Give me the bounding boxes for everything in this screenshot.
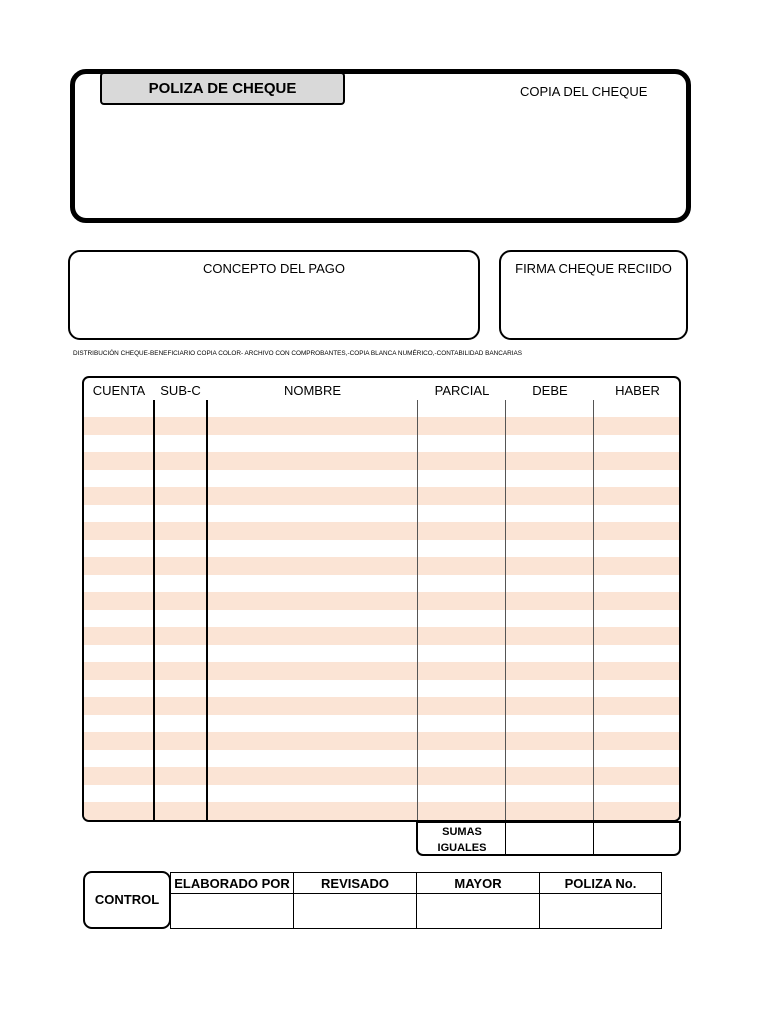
control-header-poliza: POLIZA No. [540,873,662,894]
control-header-mayor: MAYOR [417,873,540,894]
ledger-row-shade [84,522,679,540]
control-header-elaborado: ELABORADO POR [171,873,294,894]
ledger-row-shade [84,452,679,470]
ledger-row-shade [84,487,679,505]
ledger-row-shade [84,697,679,715]
received-signature-field[interactable] [499,250,688,340]
ledger-row-shade [84,802,679,820]
column-divider [153,400,155,820]
ledger-row-shade [84,767,679,785]
column-divider [505,400,506,820]
column-header-haber: HABER [615,383,660,398]
payment-concept-field[interactable] [68,250,480,340]
distribution-note: DISTRIBUCIÓN CHEQUE-BENEFICIARIO COPIA COLOR- ARCHIVO CON COMPROBANTES,-COPIA BLANCA NUMÉRICO,-CONTABILIDAD BANCARIAS [73,350,523,357]
column-divider [593,400,594,820]
cheque-copy-label: COPIA DEL CHEQUE [520,84,648,99]
ledger-row-shade [84,417,679,435]
column-header-cuenta: CUENTA [92,383,146,398]
control-cell-mayor[interactable] [417,894,540,929]
column-header-subc: SUB-C [160,383,201,398]
document-title: POLIZA DE CHEQUE [100,72,345,105]
ledger-row-shade [84,732,679,750]
ledger-row-shade [84,627,679,645]
column-divider [417,400,418,820]
control-table [170,872,662,929]
totals-label: SUMAS IGUALES [437,826,487,854]
control-header-revisado: REVISADO [294,873,417,894]
ledger-row-shade [84,662,679,680]
totals-divider [593,823,594,854]
control-cell-elaborado[interactable] [171,894,294,929]
totals-divider [505,823,506,854]
column-divider [206,400,208,820]
column-header-nombre: NOMBRE [283,383,342,398]
control-cell-poliza[interactable] [540,894,662,929]
ledger-table [82,376,681,822]
column-header-debe: DEBE [532,383,568,398]
ledger-row-shade [84,592,679,610]
control-cell-revisado[interactable] [294,894,417,929]
control-label: CONTROL [83,871,171,929]
ledger-row-shade [84,557,679,575]
column-header-parcial: PARCIAL [434,383,490,398]
payment-concept-label: CONCEPTO DEL PAGO [202,261,346,276]
received-signature-label: FIRMA CHEQUE RECIIDO [515,261,672,276]
totals-row [416,821,681,856]
